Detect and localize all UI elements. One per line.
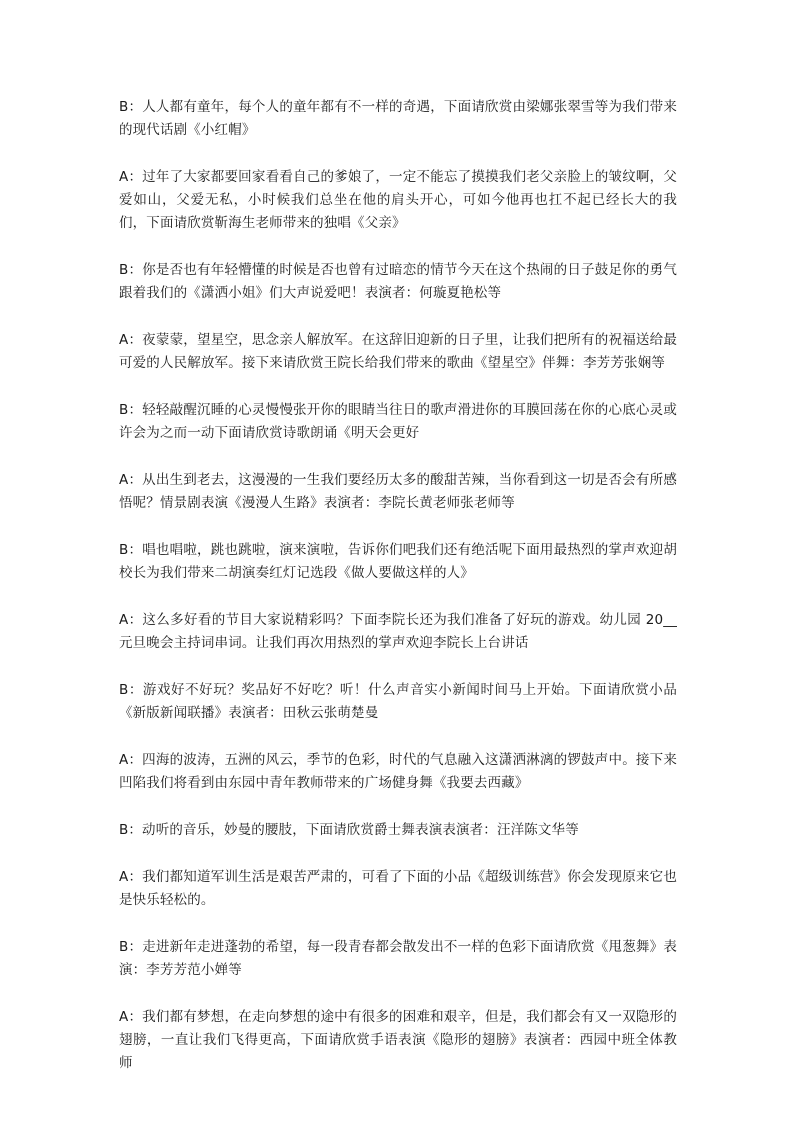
paragraph-2: A：过年了大家都要回家看看自己的爹娘了，一定不能忘了摸摸我们老父亲脸上的皱纹啊，父爱如山，父爱无私，小时候我们总坐在他的肩头开心，可如今他再也扛不起已经长大的我们，下面请欣赏靳海生老师带来的独唱《父亲》 — [119, 169, 677, 231]
paragraph-9: B：游戏好不好玩？奖品好不好吃？听！什么声音实小新闻时间马上开始。下面请欣赏小品《新版新闻联播》表演者：田秋云张萌楚曼 — [119, 682, 677, 721]
paragraph-3: B：你是否也有年轻懵懂的时候是否也曾有过暗恋的情节今天在这个热闹的日子鼓足你的勇气跟着我们的《潇洒小姐》们大声说爱吧！表演者：何璇夏艳松等 — [119, 262, 677, 301]
paragraph-11: B：动听的音乐，妙曼的腰肢，下面请欣赏爵士舞表演表演者：汪洋陈文华等 — [119, 822, 579, 838]
paragraph-8: A：这么多好看的节目大家说精彩吗？下面李院长还为我们准备了好玩的游戏。幼儿园 20__ 元旦晚会主持词串词。让我们再次用热烈的掌声欢迎李院长上台讲话 — [119, 612, 677, 651]
paragraph-5: B：轻轻敲醒沉睡的心灵慢慢张开你的眼睛当往日的歌声滑进你的耳膜回荡在你的心底心灵或许会为之而一动下面请欣赏诗歌朗诵《明天会更好 — [119, 402, 677, 441]
paragraph-7: B：唱也唱啦，跳也跳啦，演来演啦，告诉你们吧我们还有绝活呢下面用最热烈的掌声欢迎胡校长为我们带来二胡演奏红灯记选段《做人要做这样的人》 — [119, 542, 677, 581]
paragraph-1: B：人人都有童年，每个人的童年都有不一样的奇遇，下面请欣赏由梁娜张翠雪等为我们带来的现代话剧《小红帽》 — [119, 99, 677, 138]
paragraph-4: A：夜蒙蒙，望星空，思念亲人解放军。在这辞旧迎新的日子里，让我们把所有的祝福送给最可爱的人民解放军。接下来请欣赏王院长给我们带来的歌曲《望星空》伴舞：李芳芳张娴等 — [119, 332, 677, 371]
paragraph-13: B：走进新年走进蓬勃的希望，每一段青春都会散发出不一样的色彩下面请欣赏《甩葱舞》表演：李芳芳范小婵等 — [119, 939, 677, 978]
document-body — [119, 96, 677, 1099]
paragraph-14: A：我们都有梦想，在走向梦想的途中有很多的困难和艰辛，但是，我们都会有又一双隐形的翅膀，一直让我们飞得更高，下面请欣赏手语表演《隐形的翅膀》表演者：西园中班全体教师 — [119, 1009, 677, 1071]
paragraph-6: A：从出生到老去，这漫漫的一生我们要经历太多的酸甜苦辣，当你看到这一切是否会有所感悟呢？情景剧表演《漫漫人生路》表演者：李院长黄老师张老师等 — [119, 472, 677, 511]
paragraph-12: A：我们都知道军训生活是艰苦严肃的，可看了下面的小品《超级训练营》你会发现原来它也是快乐轻松的。 — [119, 869, 677, 908]
paragraph-10: A：四海的波涛，五洲的风云，季节的色彩，时代的气息融入这潇洒淋漓的锣鼓声中。接下来凹陷我们将看到由东园中青年教师带来的广场健身舞《我要去西藏》 — [119, 752, 677, 791]
